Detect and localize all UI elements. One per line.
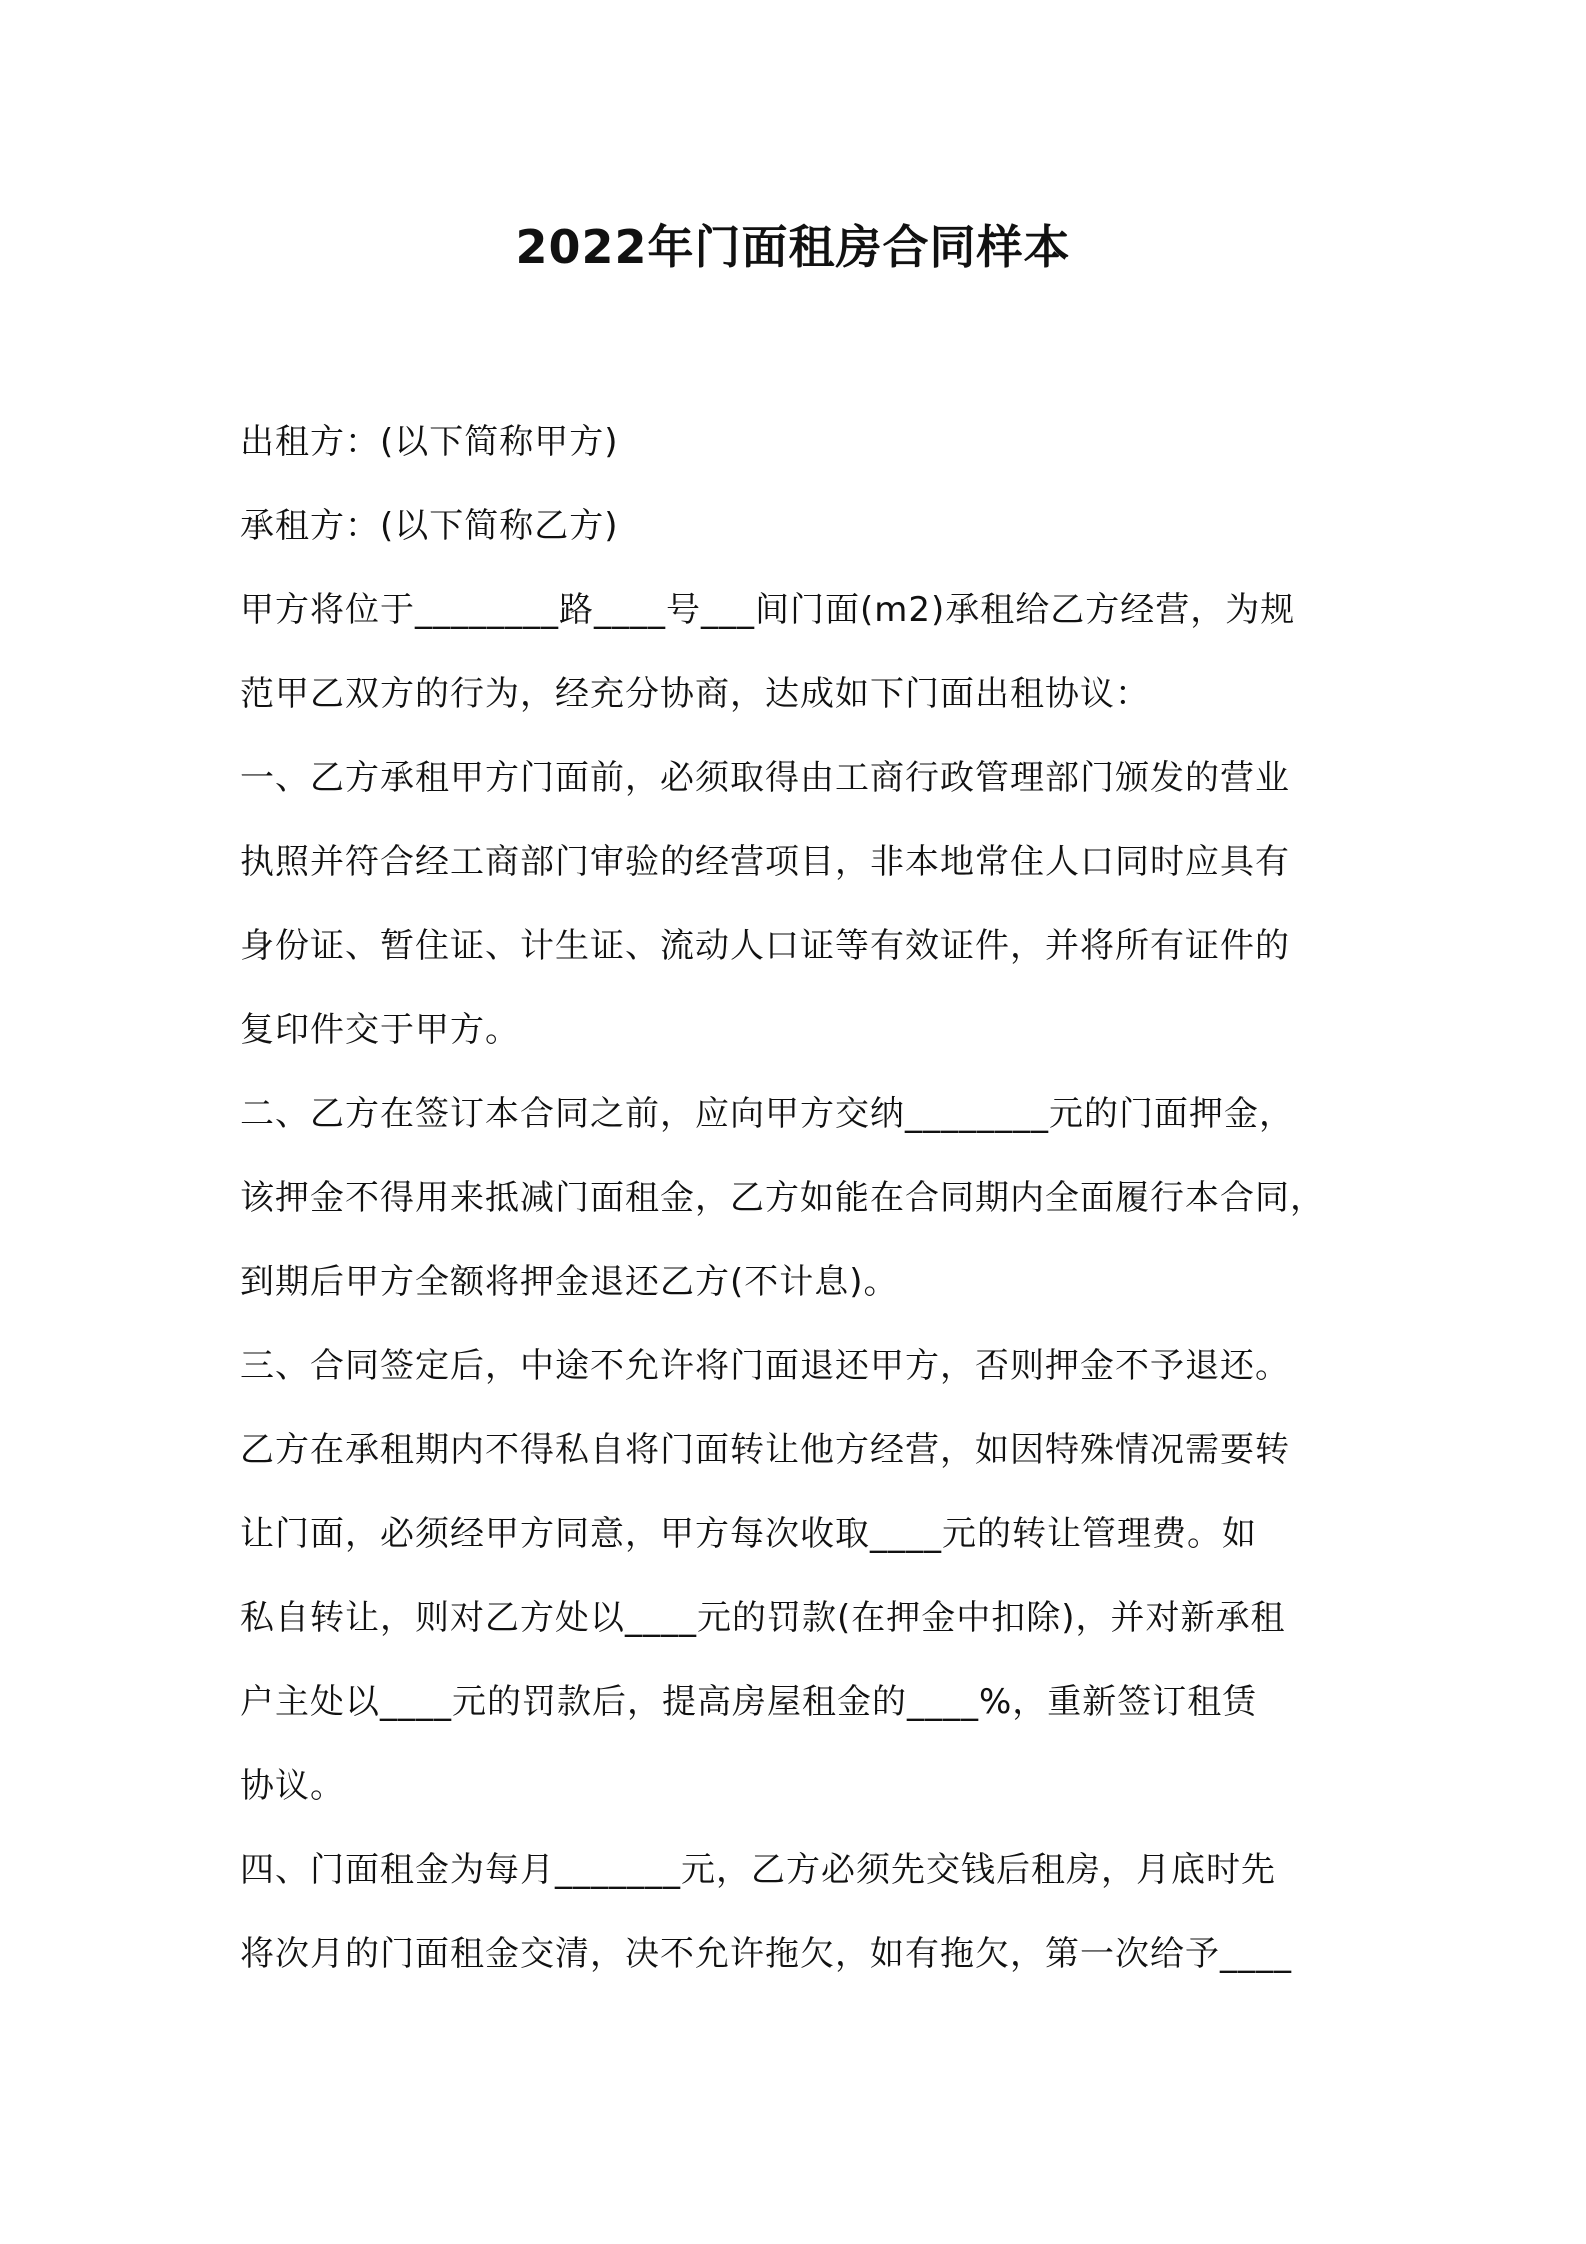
body-line-5: 一、乙方承租甲方门面前，必须取得由工商行政管理部门颁发的营业 bbox=[240, 758, 1290, 798]
body-line-15: 私自转让，则对乙方处以____元的罚款(在押金中扣除)，并对新承租 bbox=[240, 1598, 1286, 1638]
body-line-11: 到期后甲方全额将押金退还乙方(不计息)。 bbox=[240, 1262, 899, 1302]
contract-body bbox=[240, 400, 1360, 1996]
body-line-4: 范甲乙双方的行为，经充分协商，达成如下门面出租协议： bbox=[240, 674, 1150, 714]
body-line-6: 执照并符合经工商部门审验的经营项目，非本地常住人口同时应具有 bbox=[240, 842, 1290, 882]
body-line-12: 三、合同签定后，中途不允许将门面退还甲方，否则押金不予退还。 bbox=[240, 1346, 1290, 1386]
body-line-16: 户主处以____元的罚款后，提高房屋租金的____%，重新签订租赁 bbox=[240, 1682, 1258, 1722]
body-line-1: 出租方：(以下简称甲方) bbox=[240, 422, 619, 462]
body-line-2: 承租方：(以下简称乙方) bbox=[240, 506, 619, 546]
body-line-8: 复印件交于甲方。 bbox=[240, 1010, 520, 1050]
document-title: 2022年门面租房合同样本 bbox=[515, 220, 1071, 274]
body-line-18: 四、门面租金为每月_______元，乙方必须先交钱后租房，月底时先 bbox=[240, 1850, 1276, 1890]
body-line-13: 乙方在承租期内不得私自将门面转让他方经营，如因特殊情况需要转 bbox=[240, 1430, 1290, 1470]
body-line-7: 身份证、暂住证、计生证、流动人口证等有效证件，并将所有证件的 bbox=[240, 926, 1290, 966]
body-line-10: 该押金不得用来抵减门面租金，乙方如能在合同期内全面履行本合同， bbox=[240, 1178, 1325, 1218]
body-line-19: 将次月的门面租金交清，决不允许拖欠，如有拖欠，第一次给予____ bbox=[240, 1934, 1292, 1974]
body-line-9: 二、乙方在签订本合同之前，应向甲方交纳________元的门面押金， bbox=[240, 1094, 1294, 1134]
body-line-3: 甲方将位于________路____号___间门面(m2)承租给乙方经营，为规 bbox=[240, 590, 1296, 630]
body-line-14: 让门面，必须经甲方同意，甲方每次收取____元的转让管理费。如 bbox=[240, 1514, 1257, 1554]
body-line-17: 协议。 bbox=[240, 1766, 345, 1806]
